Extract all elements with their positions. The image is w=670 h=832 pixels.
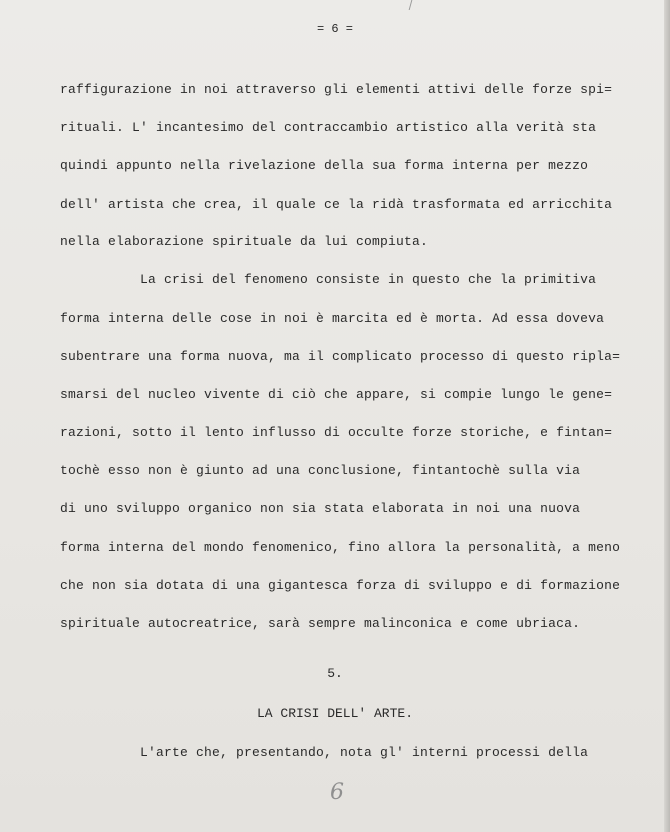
text-line: nella elaborazione spirituale da lui compiuta. <box>60 234 429 249</box>
section-title: LA CRISI DELL' ARTE. <box>256 706 414 721</box>
page-number: = 6 = <box>316 22 353 36</box>
text-line: tochè esso non è giunto ad una conclusione, fintantochè sulla via <box>60 463 581 478</box>
text-line: di uno sviluppo organico non sia stata elaborata in noi una nuova <box>60 501 581 516</box>
text-line: spirituale autocreatrice, sarà sempre malinconica e come ubriaca. <box>60 616 581 631</box>
text-line: forma interna delle cose in noi è marcita ed è morta. Ad essa doveva <box>60 311 605 326</box>
handwritten-page-number: 6 <box>330 780 344 805</box>
text-line: che non sia dotata di una gigantesca forza di sviluppo e di formazione <box>60 578 621 593</box>
text-line: rituali. L' incantesimo del contraccambio artistico alla verità sta <box>60 120 597 135</box>
text-line: La crisi del fenomeno consiste in questo che la primitiva <box>140 272 597 287</box>
section-number: 5. <box>327 666 343 681</box>
text-line: L'arte che, presentando, nota gl' interni processi della <box>140 745 589 760</box>
text-line: subentrare una forma nuova, ma il complicato processo di questo ripla= <box>60 349 621 364</box>
text-line: quindi appunto nella rivelazione della sua forma interna per mezzo <box>60 158 589 173</box>
text-line: dell' artista che crea, il quale ce la ridà trasformata ed arricchita <box>60 197 613 212</box>
text-line: razioni, sotto il lento influsso di occulte forze storiche, e fintan= <box>60 425 613 440</box>
text-line: raffigurazione in noi attraverso gli elementi attivi delle forze spi= <box>60 82 613 97</box>
text-line: smarsi del nucleo vivente di ciò che appare, si compie lungo le gene= <box>60 387 613 402</box>
text-line: forma interna del mondo fenomenico, fino allora la personalità, a meno <box>60 540 621 555</box>
pencil-mark <box>409 0 423 10</box>
page-edge-shadow <box>664 0 670 832</box>
